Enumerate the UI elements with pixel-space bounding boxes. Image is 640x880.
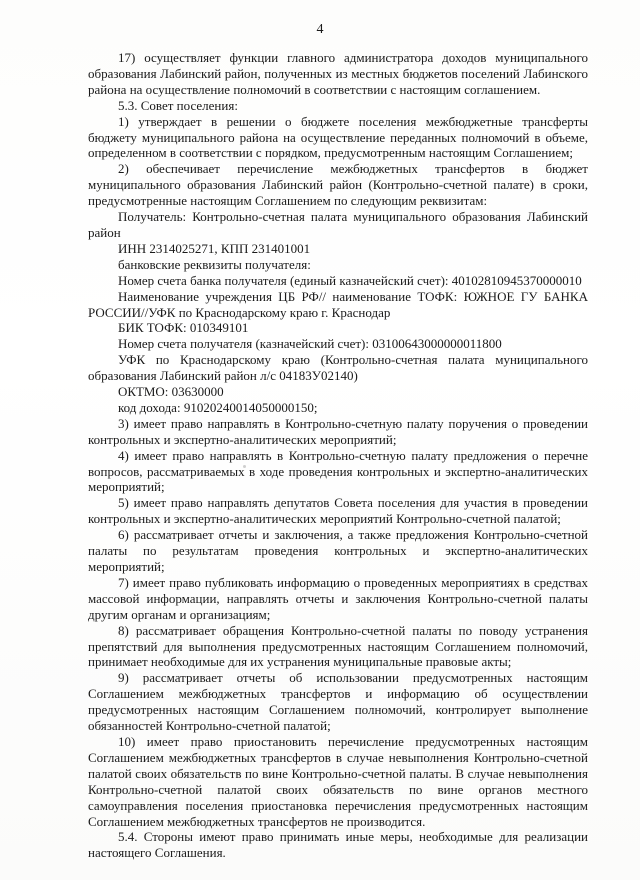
document-body [88,50,588,861]
paragraph: 3) имеет право направлять в Контрольно-счетную палату поручения о проведении контрольных и экспертно-аналитических мероприятий; [88,415,588,447]
paragraph: 2) обеспечивает перечисление межбюджетных трансфертов в бюджет муниципального образования Лабинский район (Контрольно-счетной палате) в сроки, предусмотренные настоящим Соглашением по следующим реквизитам: [88,161,588,209]
page-number: 4 [316,22,324,37]
paragraph: 7) имеет право публиковать информацию о проведенных мероприятиях в средствах массовой информации, направлять отчеты и заключения Контрольно-счетной палаты другим органам и организациям; [88,574,588,622]
paragraph: 5.4. Стороны имеют право принимать иные меры, необходимые для реализации настоящего Соглашения. [88,829,588,861]
paragraph: Номер счета получателя (казначейский счет): 03100643000000011800 [118,336,502,352]
paragraph: БИК ТОФК: 010349101 [118,320,249,336]
paragraph: 6) рассматривает отчеты и заключения, а также предложения Контрольно-счетной палаты по результатам проведения контрольных и экспертно-аналитических мероприятий; [88,527,588,574]
paragraph: ИНН 2314025271, КПП 231401001 [118,240,311,256]
paragraph: 10) имеет право приостановить перечисление предусмотренных настоящим Соглашением межбюджетных трансфертов в случае невыполнения Контрольно-счетной палатой своих обязательств по вине Контрольно-счетной палаты. В случае невыполнения Контрольно-счетной палатой своих обязательств по вине органов местного самоуправления поселения приостановка перечисления предусмотренных настоящим Соглашением межбюджетных трансфертов не производится. [88,733,588,829]
paragraph: банковские реквизиты получателя: [118,256,311,272]
paragraph: код дохода: 91020240014050000150; [118,399,318,415]
paragraph: Наименование учреждения ЦБ РФ// наименование ТОФК: ЮЖНОЕ ГУ БАНКА РОССИИ//УФК по Краснодарскому краю г. Краснодар [88,288,588,320]
paragraph: 9) рассматривает отчеты об использовании предусмотренных настоящим Соглашением межбюджетных трансфертов и информацию об осуществлении предусмотренных настоящим Соглашением полномочий, контролирует выполнение обязанностей Контрольно-счетной палатой; [88,670,588,734]
paragraph: 17) осуществляет функции главного администратора доходов муниципального образования Лабинский район, полученных из местных бюджетов поселений Лабинского района на осуществление полномочий в соответствии с настоящим соглашением. [88,50,588,97]
paragraph: Номер счета банка получателя (единый казначейский счет): 40102810945370000010 [118,272,582,288]
scan-speck [243,465,246,468]
paragraph: Получатель: Контрольно-счетная палата муниципального образования Лабинский район [88,209,588,240]
paragraph: 8) рассматривает обращения Контрольно-счетной палаты по поводу устранения препятствий для выполнения предусмотренных настоящим Соглашением полномочий, принимает необходимые для их устранения муниципальные правовые акты; [88,622,588,670]
paragraph: 4) имеет право направлять в Контрольно-счетную палату предложения о перечне вопросов, рассматриваемых в ходе проведения контрольных и экспертно-аналитических мероприятий; [88,447,588,495]
paragraph: 1) утверждает в решении о бюджете поселения межбюджетные трансферты бюджету муниципального района на осуществление переданных полномочий в объеме, определенном в соответствии с порядком, предусмотренным настоящим Соглашением; [88,113,588,161]
paragraph: 5.3. Совет поселения: [118,97,238,113]
scan-speck [412,128,414,130]
paragraph: 5) имеет право направлять депутатов Совета поселения для участия в проведении контрольных и экспертно-аналитических мероприятий Контрольно-счетной палатой; [88,495,588,527]
paragraph: УФК по Краснодарскому краю (Контрольно-счетная палата муниципального образования Лабинский район л/с 04183У02140) [88,352,588,384]
paragraph: ОКТМО: 03630000 [118,384,224,400]
